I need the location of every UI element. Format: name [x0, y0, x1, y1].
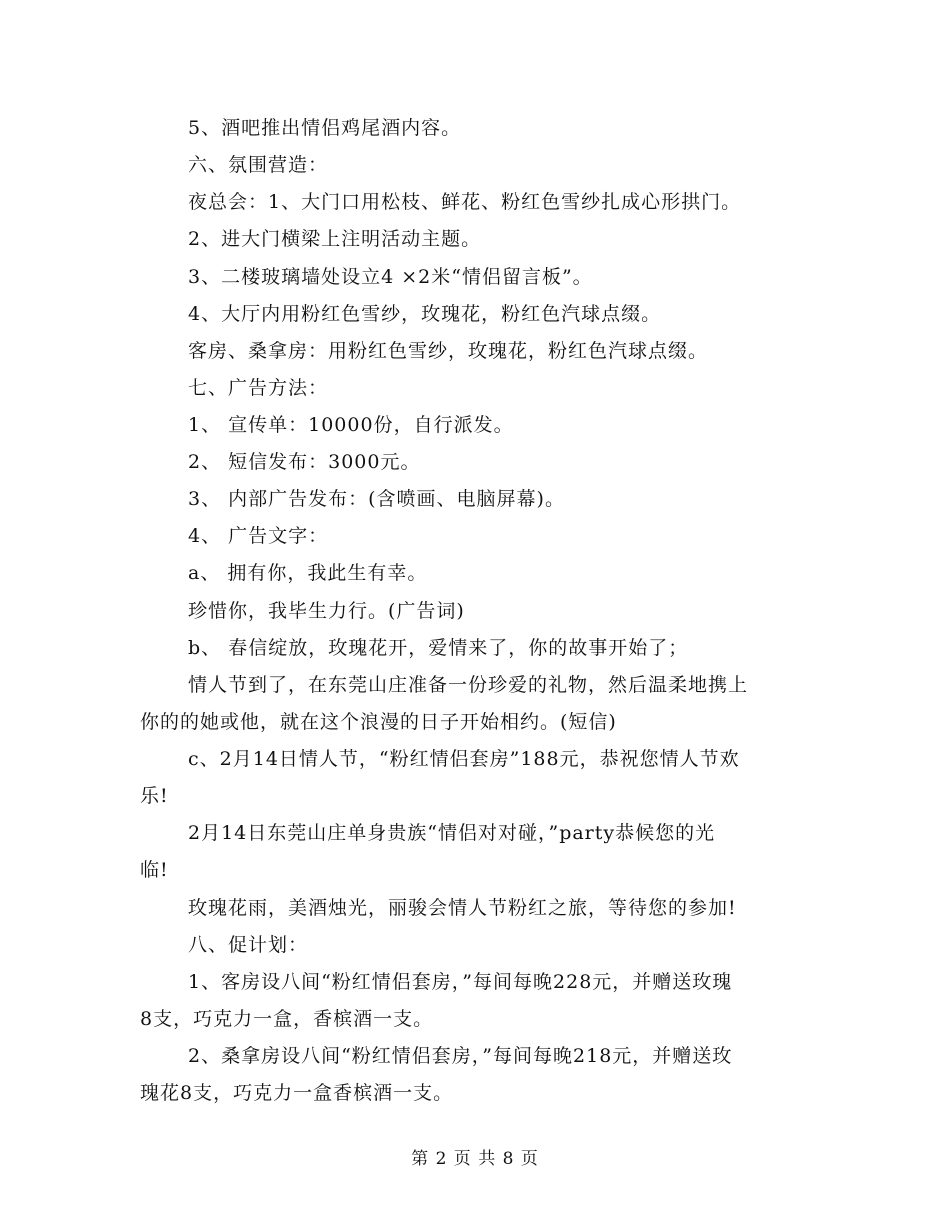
- text-line: 2、桑拿房设八间“粉红情侣套房，”每间每晚218元，并赠送玫: [188, 1045, 733, 1067]
- text-line: 情人节到了，在东莞山庄准备一份珍爱的礼物，然后温柔地携上: [188, 674, 749, 696]
- text-line: 夜总会：1、大门口用松枝、鲜花、粉红色雪纱扎成心形拱门。: [188, 191, 742, 213]
- text-line: 珍惜你，我毕生力行。(广告词): [188, 600, 465, 622]
- section-heading: 七、广告方法：: [188, 377, 329, 399]
- text-line: 4、大厅内用粉红色雪纱，玫瑰花，粉红色汽球点缀。: [188, 303, 662, 325]
- text-line: 3、二楼玻璃墙处设立4 ×2米“情侣留言板”。: [188, 266, 593, 288]
- text-line: c、2月14日情人节，“粉红情侣套房”188元，恭祝您情人节欢: [188, 748, 740, 770]
- section-heading: 八、促计划：: [188, 934, 309, 956]
- text-line: 2、 短信发布：3000元。: [188, 451, 421, 473]
- text-line: a、 拥有你，我此生有幸。: [188, 562, 428, 584]
- text-line: 4、 广告文字：: [188, 525, 329, 547]
- section-heading: 六、氛围营造：: [188, 154, 329, 176]
- text-line: 临!: [140, 859, 169, 881]
- text-line: 瑰花8支，巧克力一盒香槟酒一支。: [140, 1082, 454, 1104]
- text-line: 客房、桑拿房：用粉红色雪纱，玫瑰花，粉红色汽球点缀。: [188, 340, 709, 362]
- text-line: 3、 内部广告发布：(含喷画、电脑屏幕)。: [188, 488, 565, 510]
- text-line: 玫瑰花雨，美酒烛光，丽骏会情人节粉红之旅，等待您的参加!: [188, 897, 737, 919]
- text-line: 你的的她或他，就在这个浪漫的日子开始相约。(短信): [140, 711, 617, 733]
- text-line: 乐!: [140, 785, 169, 807]
- text-line: 2月14日东莞山庄单身贵族“情侣对对碰，”party恭候您的光: [188, 822, 716, 844]
- page-footer: 第 2 页 共 8 页: [411, 1149, 539, 1169]
- text-line: 2、进大门横梁上注明活动主题。: [188, 228, 482, 250]
- text-line: 5、酒吧推出情侣鸡尾酒内容。: [188, 117, 462, 139]
- text-line: b、 春信绽放，玫瑰花开，爱情来了，你的故事开始了；: [188, 637, 689, 659]
- text-line: 1、 宣传单：10000份，自行派发。: [188, 414, 514, 436]
- text-line: 8支，巧克力一盒，香槟酒一支。: [140, 1008, 434, 1030]
- text-line: 1、客房设八间“粉红情侣套房，”每间每晚228元，并赠送玫瑰: [188, 971, 733, 993]
